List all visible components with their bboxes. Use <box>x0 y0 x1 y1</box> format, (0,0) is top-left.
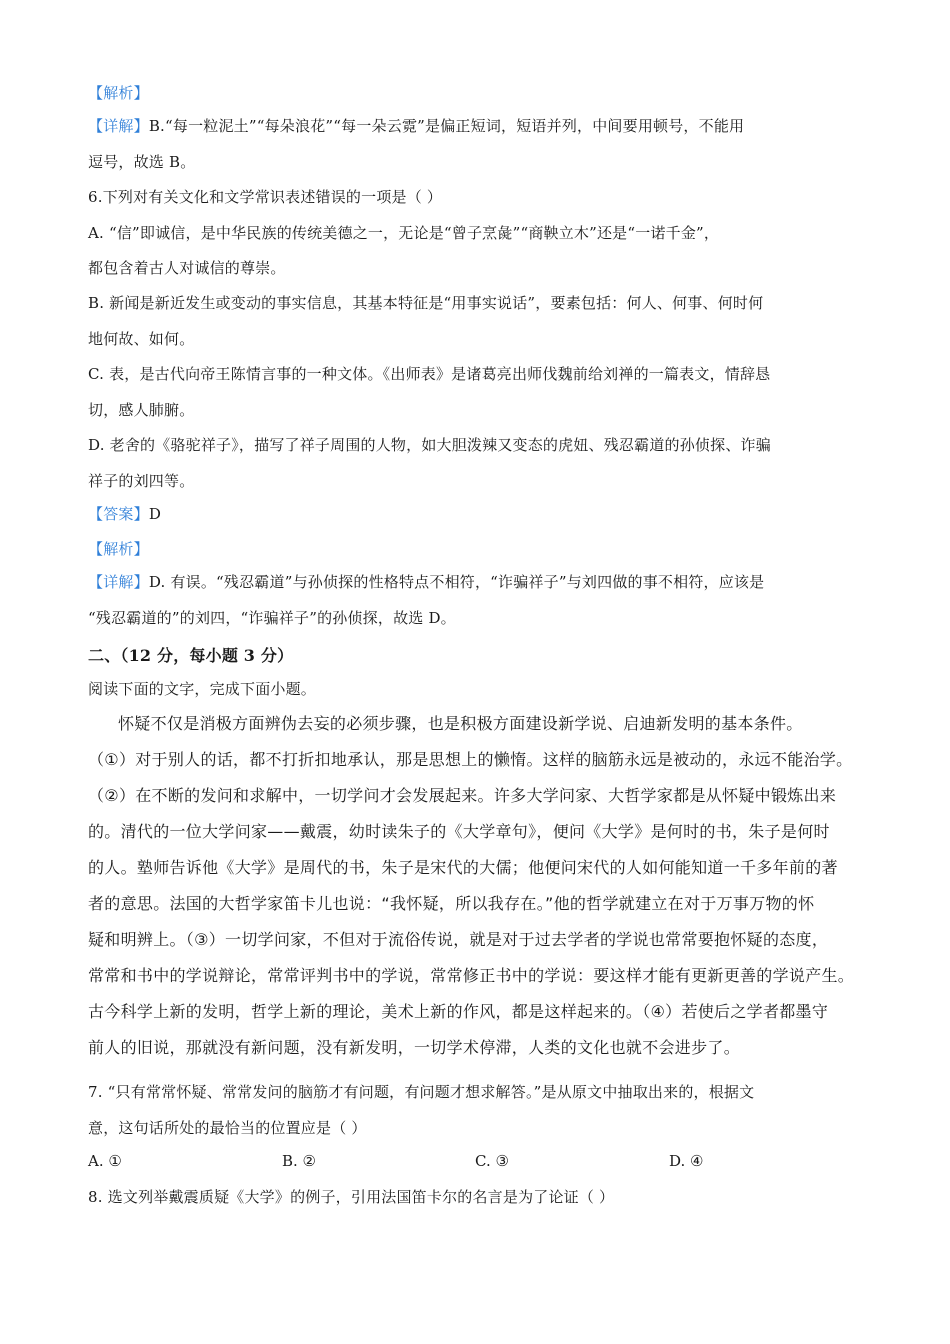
q7-option-c: C. ③ <box>475 1152 509 1170</box>
passage-line-7: 疑和明辨上。（③）一切学问家，不但对于流俗传说，就是对于过去学者的学说也常常要抱怀疑的态度， <box>88 930 829 949</box>
q7-option-d: D. ④ <box>669 1152 704 1170</box>
q6-option-d-line-2: 祥子的刘四等。 <box>88 472 195 490</box>
section-2-instruction: 阅读下面的文字，完成下面小题。 <box>88 680 317 698</box>
q7-option-a: A. ① <box>88 1152 122 1170</box>
q5-detail-line-2: 逗号，故选 B。 <box>88 153 196 171</box>
q5-detail-line-1 <box>88 115 744 136</box>
q6-answer-line <box>88 503 161 524</box>
q5-detail-text-1: B.“每一粒泥土”“每朵浪花”“每一朵云霓”是偏正短词，短语并列，中间要用顿号，不能用 <box>148 117 745 135</box>
q7-option-b: B. ② <box>282 1152 317 1170</box>
passage-line-5: 的人。塾师告诉他《大学》是周代的书，朱子是宋代的大儒；他便问宋代的人如何能知道一千多年前的著 <box>88 858 838 877</box>
q6-option-c-line-2: 切，感人肺腑。 <box>88 401 195 419</box>
q6-stem: 6.下列对有关文化和文学常识表述错误的一项是（ ） <box>88 188 443 206</box>
passage-line-8: 常常和书中的学说辩论，常常评判书中的学说，常常修正书中的学说：要这样才能有更新更善的学说产生。 <box>88 966 855 985</box>
q6-answer-value: D <box>148 505 162 523</box>
q7-stem-line-1: 7. “只有常常怀疑、常常发问的脑筋才有问题，有问题才想求解答。”是从原文中抽取出来的，根据文 <box>88 1083 755 1101</box>
q6-option-b-line-2: 地何故、如何。 <box>88 330 195 348</box>
q6-detail-tag: 【详解】 <box>88 573 149 591</box>
q6-option-d-line-1: D. 老舍的《骆驼祥子》，描写了祥子周围的人物，如大胆泼辣又变态的虎妞、残忍霸道的孙侦探、诈骗 <box>88 436 771 454</box>
section-2-heading: 二、（12 分，每小题 3 分） <box>88 646 294 665</box>
passage-line-3: （②）在不断的发问和求解中，一切学问才会发展起来。许多大学问家、大哲学家都是从怀疑中锻炼出来 <box>88 786 837 805</box>
passage-line-2: （①）对于别人的话，都不打折扣地承认，那是思想上的懒惰。这样的脑筋永远是被动的，永远不能治学。 <box>88 750 853 769</box>
q6-answer-tag: 【答案】 <box>88 505 149 523</box>
passage-line-4: 的。清代的一位大学问家——戴震，幼时读朱子的《大学章句》，便问《大学》是何时的书，朱子是何时 <box>88 822 830 841</box>
passage-line-10: 前人的旧说，那就没有新问题，没有新发明，一切学术停滞，人类的文化也就不会进步了。 <box>88 1038 741 1057</box>
passage-line-1: 怀疑不仅是消极方面辨伪去妄的必须步骤，也是积极方面建设新学说、启迪新发明的基本条件。 <box>118 714 803 733</box>
q8-stem: 8. 选文列举戴震质疑《大学》的例子，引用法国笛卡尔的名言是为了论证（ ） <box>88 1188 615 1206</box>
q6-detail-text-1: D. 有误。“残忍霸道”与孙侦探的性格特点不相符，“诈骗祥子”与刘四做的事不相符，应该是 <box>148 573 765 591</box>
q5-detail-tag: 【详解】 <box>88 117 149 135</box>
q6-option-a-line-2: 都包含着古人对诚信的尊崇。 <box>88 259 286 277</box>
passage-line-6: 者的意思。法国的大哲学家笛卡儿也说：“我怀疑，所以我存在。”他的哲学就建立在对于万事万物的怀 <box>88 894 815 913</box>
q6-detail-line-2: “残忍霸道的”的刘四，“诈骗祥子”的孙侦探，故选 D。 <box>88 609 456 627</box>
q7-stem-line-2: 意，这句话所处的最恰当的位置应是（ ） <box>88 1119 367 1137</box>
q6-detail-line-1 <box>88 571 764 592</box>
q6-option-b-line-1: B. 新闻是新近发生或变动的事实信息，其基本特征是“用事实说话”，要素包括：何人、何事、何时何 <box>88 294 764 312</box>
q5-analysis-tag: 【解析】 <box>88 84 149 102</box>
q6-option-c-line-1: C. 表，是古代向帝王陈情言事的一种文体。《出师表》是诸葛亮出师伐魏前给刘禅的一篇表文，情辞恳 <box>88 365 771 383</box>
q6-option-a-line-1: A. “信”即诚信，是中华民族的传统美德之一，无论是“曾子烹彘”“商鞅立木”还是“一诺千金”， <box>88 224 720 242</box>
q6-analysis-tag: 【解析】 <box>88 540 149 558</box>
passage-line-9: 古今科学上新的发明，哲学上新的理论，美术上新的作风，都是这样起来的。（④）若使后之学者都墨守 <box>88 1002 829 1021</box>
